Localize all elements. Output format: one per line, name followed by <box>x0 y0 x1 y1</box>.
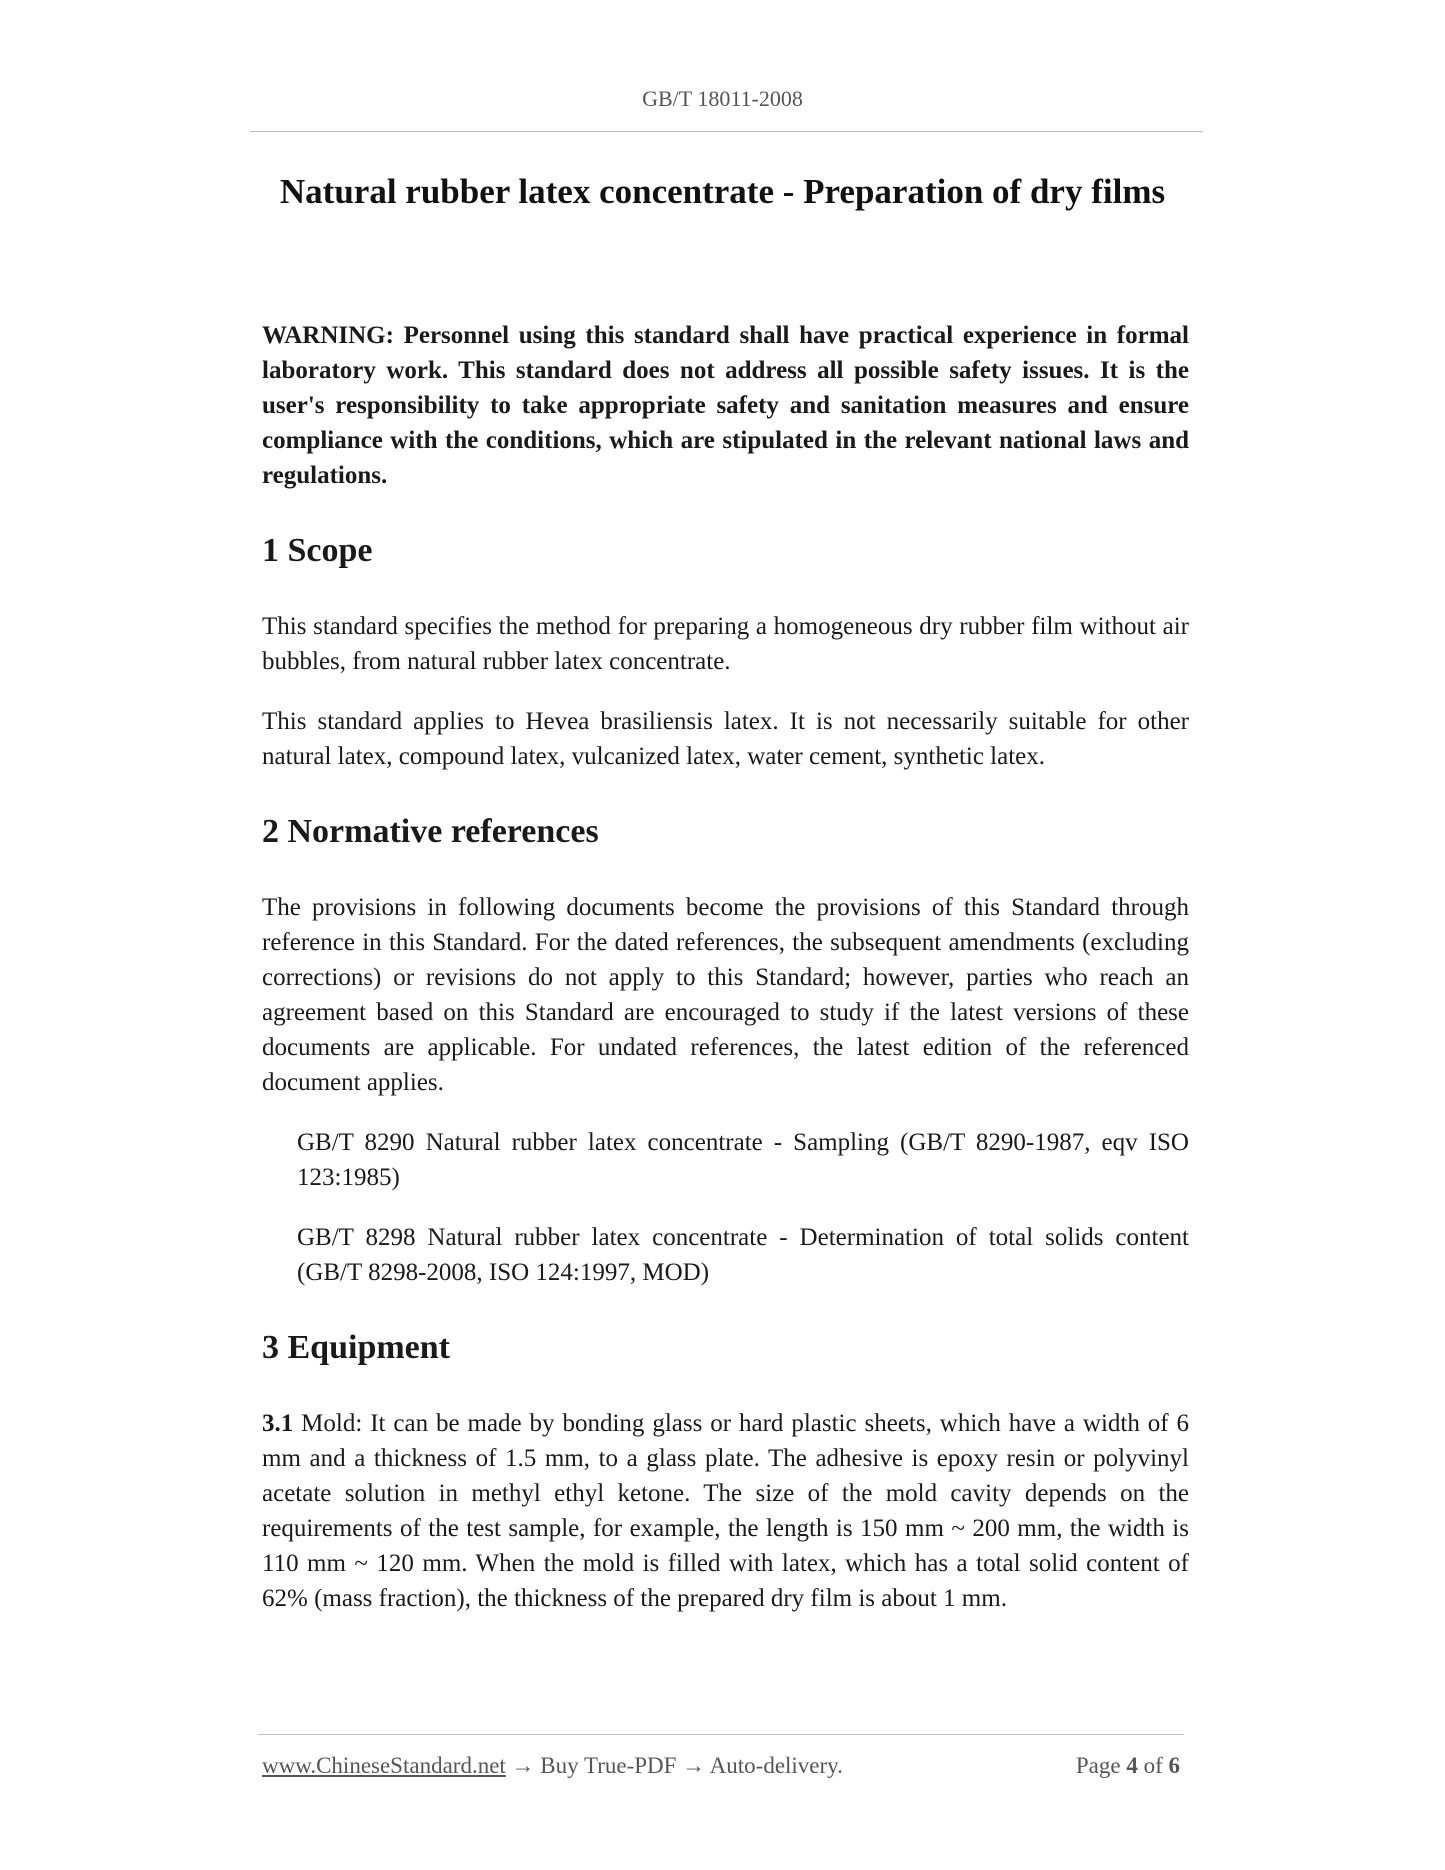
current-page-number: 4 <box>1126 1753 1138 1778</box>
warning-paragraph: WARNING: Personnel using this standard shall have practical experience in formal laboratory work. This standard does not address all possible safety issues. It is the user's responsibility to take appropriate safety and sanitation measures and ensure compliance with the conditions, which are stipulated in the relevant national laws and regulations. <box>262 322 1189 489</box>
clause-3-1-paragraph <box>262 1406 1189 1616</box>
chinesestandard-link[interactable]: www.ChineseStandard.net <box>262 1753 506 1778</box>
total-pages-number: 6 <box>1168 1753 1180 1778</box>
page-footer <box>262 1753 1184 1779</box>
footer-divider <box>258 1734 1184 1735</box>
document-body <box>262 318 1189 1616</box>
reference-item-gbt-8290: GB/T 8290 Natural rubber latex concentrate - Sampling (GB/T 8290-1987, eqv ISO 123:1985) <box>297 1129 1189 1191</box>
section-heading-scope: 1 Scope <box>262 532 373 569</box>
document-code-header: GB/T 18011-2008 <box>642 86 803 111</box>
scope-paragraph-1: This standard specifies the method for preparing a homogeneous dry rubber film without air bubbles, from natural rubber latex concentrate. <box>262 613 1189 675</box>
normative-paragraph: The provisions in following documents become the provisions of this Standard through reference in this Standard. For the dated references, the subsequent amendments (excluding corrections) or revisions do not apply to this Standard; however, parties who reach an agreement based on this Standard are encouraged to study if the latest versions of these documents are applicable. For undated references, the latest edition of the referenced document applies. <box>262 894 1189 1096</box>
section-heading-equipment: 3 Equipment <box>262 1329 450 1366</box>
scope-paragraph-2: This standard applies to Hevea brasiliensis latex. It is not necessarily suitable for other natural latex, compound latex, vulcanized latex, water cement, synthetic latex. <box>262 708 1189 770</box>
page-indicator <box>1076 1753 1180 1779</box>
header-divider <box>250 131 1203 132</box>
section-heading-normative-references: 2 Normative references <box>262 813 599 850</box>
page-of-label: of <box>1143 1753 1163 1778</box>
clause-number: 3.1 <box>262 1410 294 1437</box>
clause-text: Mold: It can be made by bonding glass or hard plastic sheets, which have a width of 6 mm and a thickness of 1.5 mm, to a glass plate. The adhesive is epoxy resin or polyvinyl acetate solution in methyl ethyl ketone. The size of the mold cavity depends on the requirements of the test sample, for example, the length is 150 mm ~ 200 mm, the width is 110 mm ~ 120 mm. When the mold is filled with latex, which has a total solid content of 62% (mass fraction), the thickness of the prepared dry film is about 1 mm. <box>262 1410 1189 1612</box>
footer-promo-text: → Buy True-PDF → Auto-delivery. <box>505 1753 843 1778</box>
document-title: Natural rubber latex concentrate - Preparation of dry films <box>279 172 1166 211</box>
page-label: Page <box>1075 1753 1121 1778</box>
reference-item-gbt-8298: GB/T 8298 Natural rubber latex concentrate - Determination of total solids content (GB/T 8298-2008, ISO 124:1997, MOD) <box>297 1224 1189 1286</box>
